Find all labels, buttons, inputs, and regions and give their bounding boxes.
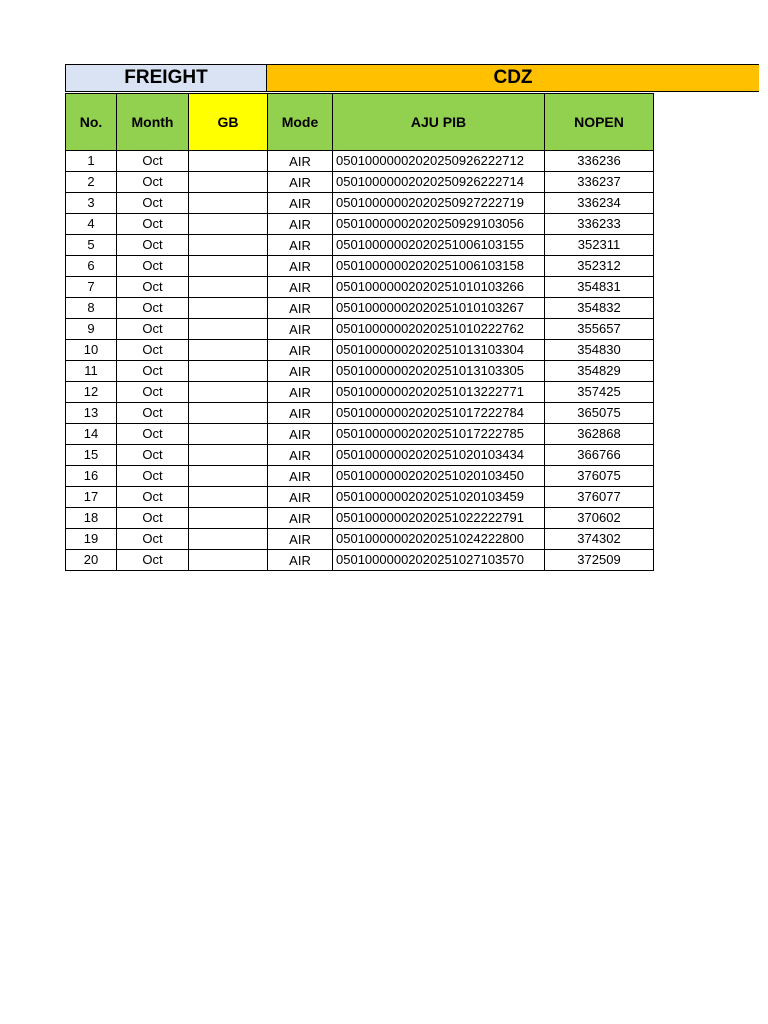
cell-gb[interactable] xyxy=(189,256,268,277)
cell-gb[interactable] xyxy=(189,172,268,193)
table-row xyxy=(66,382,654,403)
cell-nopen[interactable]: 366766 xyxy=(545,445,654,466)
cell-nopen[interactable]: 336237 xyxy=(545,172,654,193)
cell-aju-pib[interactable]: 05010000002020251020103459 xyxy=(333,487,545,508)
cell-gb[interactable] xyxy=(189,193,268,214)
cell-no[interactable]: 6 xyxy=(66,256,117,277)
cell-no[interactable]: 15 xyxy=(66,445,117,466)
cell-nopen[interactable]: 374302 xyxy=(545,529,654,550)
cell-no[interactable]: 7 xyxy=(66,277,117,298)
cell-aju-pib[interactable]: 05010000002020251010103267 xyxy=(333,298,545,319)
cell-mode[interactable]: AIR xyxy=(268,508,333,529)
cell-gb[interactable] xyxy=(189,529,268,550)
cell-month[interactable]: Oct xyxy=(117,319,189,340)
cell-nopen[interactable]: 362868 xyxy=(545,424,654,445)
table-row xyxy=(66,235,654,256)
header-month[interactable]: Month xyxy=(117,94,189,151)
cell-nopen[interactable]: 370602 xyxy=(545,508,654,529)
table-row xyxy=(66,319,654,340)
cell-gb[interactable] xyxy=(189,214,268,235)
cell-month[interactable]: Oct xyxy=(117,424,189,445)
cell-nopen[interactable]: 336233 xyxy=(545,214,654,235)
cell-aju-pib[interactable]: 05010000002020251024222800 xyxy=(333,529,545,550)
cell-month[interactable]: Oct xyxy=(117,361,189,382)
cell-no[interactable]: 12 xyxy=(66,382,117,403)
table-body xyxy=(66,151,654,571)
cell-mode[interactable]: AIR xyxy=(268,361,333,382)
table-row xyxy=(66,403,654,424)
table-row xyxy=(66,151,654,172)
table-row xyxy=(66,298,654,319)
table-row xyxy=(66,487,654,508)
freight-group-header[interactable]: FREIGHT xyxy=(65,64,267,92)
table-row xyxy=(66,172,654,193)
column-header-row xyxy=(66,94,654,151)
cell-nopen[interactable]: 355657 xyxy=(545,319,654,340)
cell-month[interactable]: Oct xyxy=(117,277,189,298)
cell-gb[interactable] xyxy=(189,550,268,571)
cell-no[interactable]: 5 xyxy=(66,235,117,256)
cell-month[interactable]: Oct xyxy=(117,550,189,571)
cell-month[interactable]: Oct xyxy=(117,235,189,256)
cell-aju-pib[interactable]: 05010000002020251020103450 xyxy=(333,466,545,487)
table-row xyxy=(66,508,654,529)
table-row xyxy=(66,424,654,445)
cell-mode[interactable]: AIR xyxy=(268,550,333,571)
cell-no[interactable]: 16 xyxy=(66,466,117,487)
cell-nopen[interactable]: 372509 xyxy=(545,550,654,571)
cell-month[interactable]: Oct xyxy=(117,193,189,214)
cell-aju-pib[interactable]: 05010000002020251022222791 xyxy=(333,508,545,529)
cell-no[interactable]: 14 xyxy=(66,424,117,445)
table-row xyxy=(66,277,654,298)
cell-aju-pib[interactable]: 05010000002020250926222714 xyxy=(333,172,545,193)
cell-nopen[interactable]: 357425 xyxy=(545,382,654,403)
cell-aju-pib[interactable]: 05010000002020251006103158 xyxy=(333,256,545,277)
cell-no[interactable]: 13 xyxy=(66,403,117,424)
cell-nopen[interactable]: 376077 xyxy=(545,487,654,508)
cell-mode[interactable]: AIR xyxy=(268,319,333,340)
cell-no[interactable]: 10 xyxy=(66,340,117,361)
cell-nopen[interactable]: 352312 xyxy=(545,256,654,277)
cell-month[interactable]: Oct xyxy=(117,529,189,550)
cell-aju-pib[interactable]: 05010000002020251013222771 xyxy=(333,382,545,403)
cell-aju-pib[interactable]: 05010000002020251027103570 xyxy=(333,550,545,571)
table-row xyxy=(66,361,654,382)
cell-gb[interactable] xyxy=(189,508,268,529)
cell-no[interactable]: 2 xyxy=(66,172,117,193)
cell-month[interactable]: Oct xyxy=(117,466,189,487)
cell-month[interactable]: Oct xyxy=(117,508,189,529)
cell-mode[interactable]: AIR xyxy=(268,487,333,508)
cell-gb[interactable] xyxy=(189,361,268,382)
cell-aju-pib[interactable]: 05010000002020251010103266 xyxy=(333,277,545,298)
cell-aju-pib[interactable]: 05010000002020250926222712 xyxy=(333,151,545,172)
shipment-table xyxy=(65,93,654,571)
cell-month[interactable]: Oct xyxy=(117,403,189,424)
cell-aju-pib[interactable]: 05010000002020250927222719 xyxy=(333,193,545,214)
cell-nopen[interactable]: 365075 xyxy=(545,403,654,424)
header-mode[interactable]: Mode xyxy=(268,94,333,151)
header-nopen[interactable]: NOPEN xyxy=(545,94,654,151)
cell-gb[interactable] xyxy=(189,298,268,319)
cell-aju-pib[interactable]: 05010000002020251013103305 xyxy=(333,361,545,382)
cell-month[interactable]: Oct xyxy=(117,214,189,235)
table-row xyxy=(66,214,654,235)
cell-nopen[interactable]: 354830 xyxy=(545,340,654,361)
cell-aju-pib[interactable]: 05010000002020251017222785 xyxy=(333,424,545,445)
cell-no[interactable]: 3 xyxy=(66,193,117,214)
cell-month[interactable]: Oct xyxy=(117,487,189,508)
cell-month[interactable]: Oct xyxy=(117,172,189,193)
cell-no[interactable]: 9 xyxy=(66,319,117,340)
cell-nopen[interactable]: 354831 xyxy=(545,277,654,298)
cell-gb[interactable] xyxy=(189,235,268,256)
cell-mode[interactable]: AIR xyxy=(268,277,333,298)
cell-month[interactable]: Oct xyxy=(117,445,189,466)
table-row xyxy=(66,193,654,214)
cell-no[interactable]: 19 xyxy=(66,529,117,550)
cell-mode[interactable]: AIR xyxy=(268,172,333,193)
cell-mode[interactable]: AIR xyxy=(268,529,333,550)
cell-mode[interactable]: AIR xyxy=(268,151,333,172)
cell-mode[interactable]: AIR xyxy=(268,466,333,487)
cell-aju-pib[interactable]: 05010000002020251017222784 xyxy=(333,403,545,424)
cell-mode[interactable]: AIR xyxy=(268,193,333,214)
cell-month[interactable]: Oct xyxy=(117,340,189,361)
header-aju-pib[interactable]: AJU PIB xyxy=(333,94,545,151)
cell-mode[interactable]: AIR xyxy=(268,256,333,277)
cell-no[interactable]: 1 xyxy=(66,151,117,172)
cell-gb[interactable] xyxy=(189,466,268,487)
table-row xyxy=(66,466,654,487)
cell-no[interactable]: 20 xyxy=(66,550,117,571)
cell-mode[interactable]: AIR xyxy=(268,403,333,424)
group-header-row xyxy=(65,64,654,93)
table-row xyxy=(66,550,654,571)
cell-gb[interactable] xyxy=(189,445,268,466)
cell-nopen[interactable]: 376075 xyxy=(545,466,654,487)
cell-gb[interactable] xyxy=(189,151,268,172)
cell-aju-pib[interactable]: 05010000002020251006103155 xyxy=(333,235,545,256)
cell-month[interactable]: Oct xyxy=(117,151,189,172)
table-row xyxy=(66,529,654,550)
table-row xyxy=(66,340,654,361)
cell-mode[interactable]: AIR xyxy=(268,424,333,445)
cell-mode[interactable]: AIR xyxy=(268,298,333,319)
cell-no[interactable]: 17 xyxy=(66,487,117,508)
cell-no[interactable]: 8 xyxy=(66,298,117,319)
cell-aju-pib[interactable]: 05010000002020250929103056 xyxy=(333,214,545,235)
cell-nopen[interactable]: 352311 xyxy=(545,235,654,256)
spreadsheet xyxy=(65,64,654,571)
cell-mode[interactable]: AIR xyxy=(268,340,333,361)
header-no[interactable]: No. xyxy=(66,94,117,151)
cdz-group-header[interactable]: CDZ xyxy=(267,64,759,92)
cell-aju-pib[interactable]: 05010000002020251010222762 xyxy=(333,319,545,340)
cell-mode[interactable]: AIR xyxy=(268,214,333,235)
cell-nopen[interactable]: 336236 xyxy=(545,151,654,172)
cell-gb[interactable] xyxy=(189,319,268,340)
cell-month[interactable]: Oct xyxy=(117,256,189,277)
cell-mode[interactable]: AIR xyxy=(268,382,333,403)
cell-no[interactable]: 4 xyxy=(66,214,117,235)
cell-month[interactable]: Oct xyxy=(117,298,189,319)
table-row xyxy=(66,445,654,466)
cell-nopen[interactable]: 336234 xyxy=(545,193,654,214)
table-row xyxy=(66,256,654,277)
cell-aju-pib[interactable]: 05010000002020251013103304 xyxy=(333,340,545,361)
cell-no[interactable]: 11 xyxy=(66,361,117,382)
cell-gb[interactable] xyxy=(189,382,268,403)
header-gb[interactable]: GB xyxy=(189,94,268,151)
cell-no[interactable]: 18 xyxy=(66,508,117,529)
cell-gb[interactable] xyxy=(189,403,268,424)
cell-month[interactable]: Oct xyxy=(117,382,189,403)
cell-gb[interactable] xyxy=(189,277,268,298)
cell-aju-pib[interactable]: 05010000002020251020103434 xyxy=(333,445,545,466)
cell-mode[interactable]: AIR xyxy=(268,235,333,256)
cell-mode[interactable]: AIR xyxy=(268,445,333,466)
cell-gb[interactable] xyxy=(189,424,268,445)
cell-gb[interactable] xyxy=(189,340,268,361)
cell-gb[interactable] xyxy=(189,487,268,508)
cell-nopen[interactable]: 354829 xyxy=(545,361,654,382)
cell-nopen[interactable]: 354832 xyxy=(545,298,654,319)
